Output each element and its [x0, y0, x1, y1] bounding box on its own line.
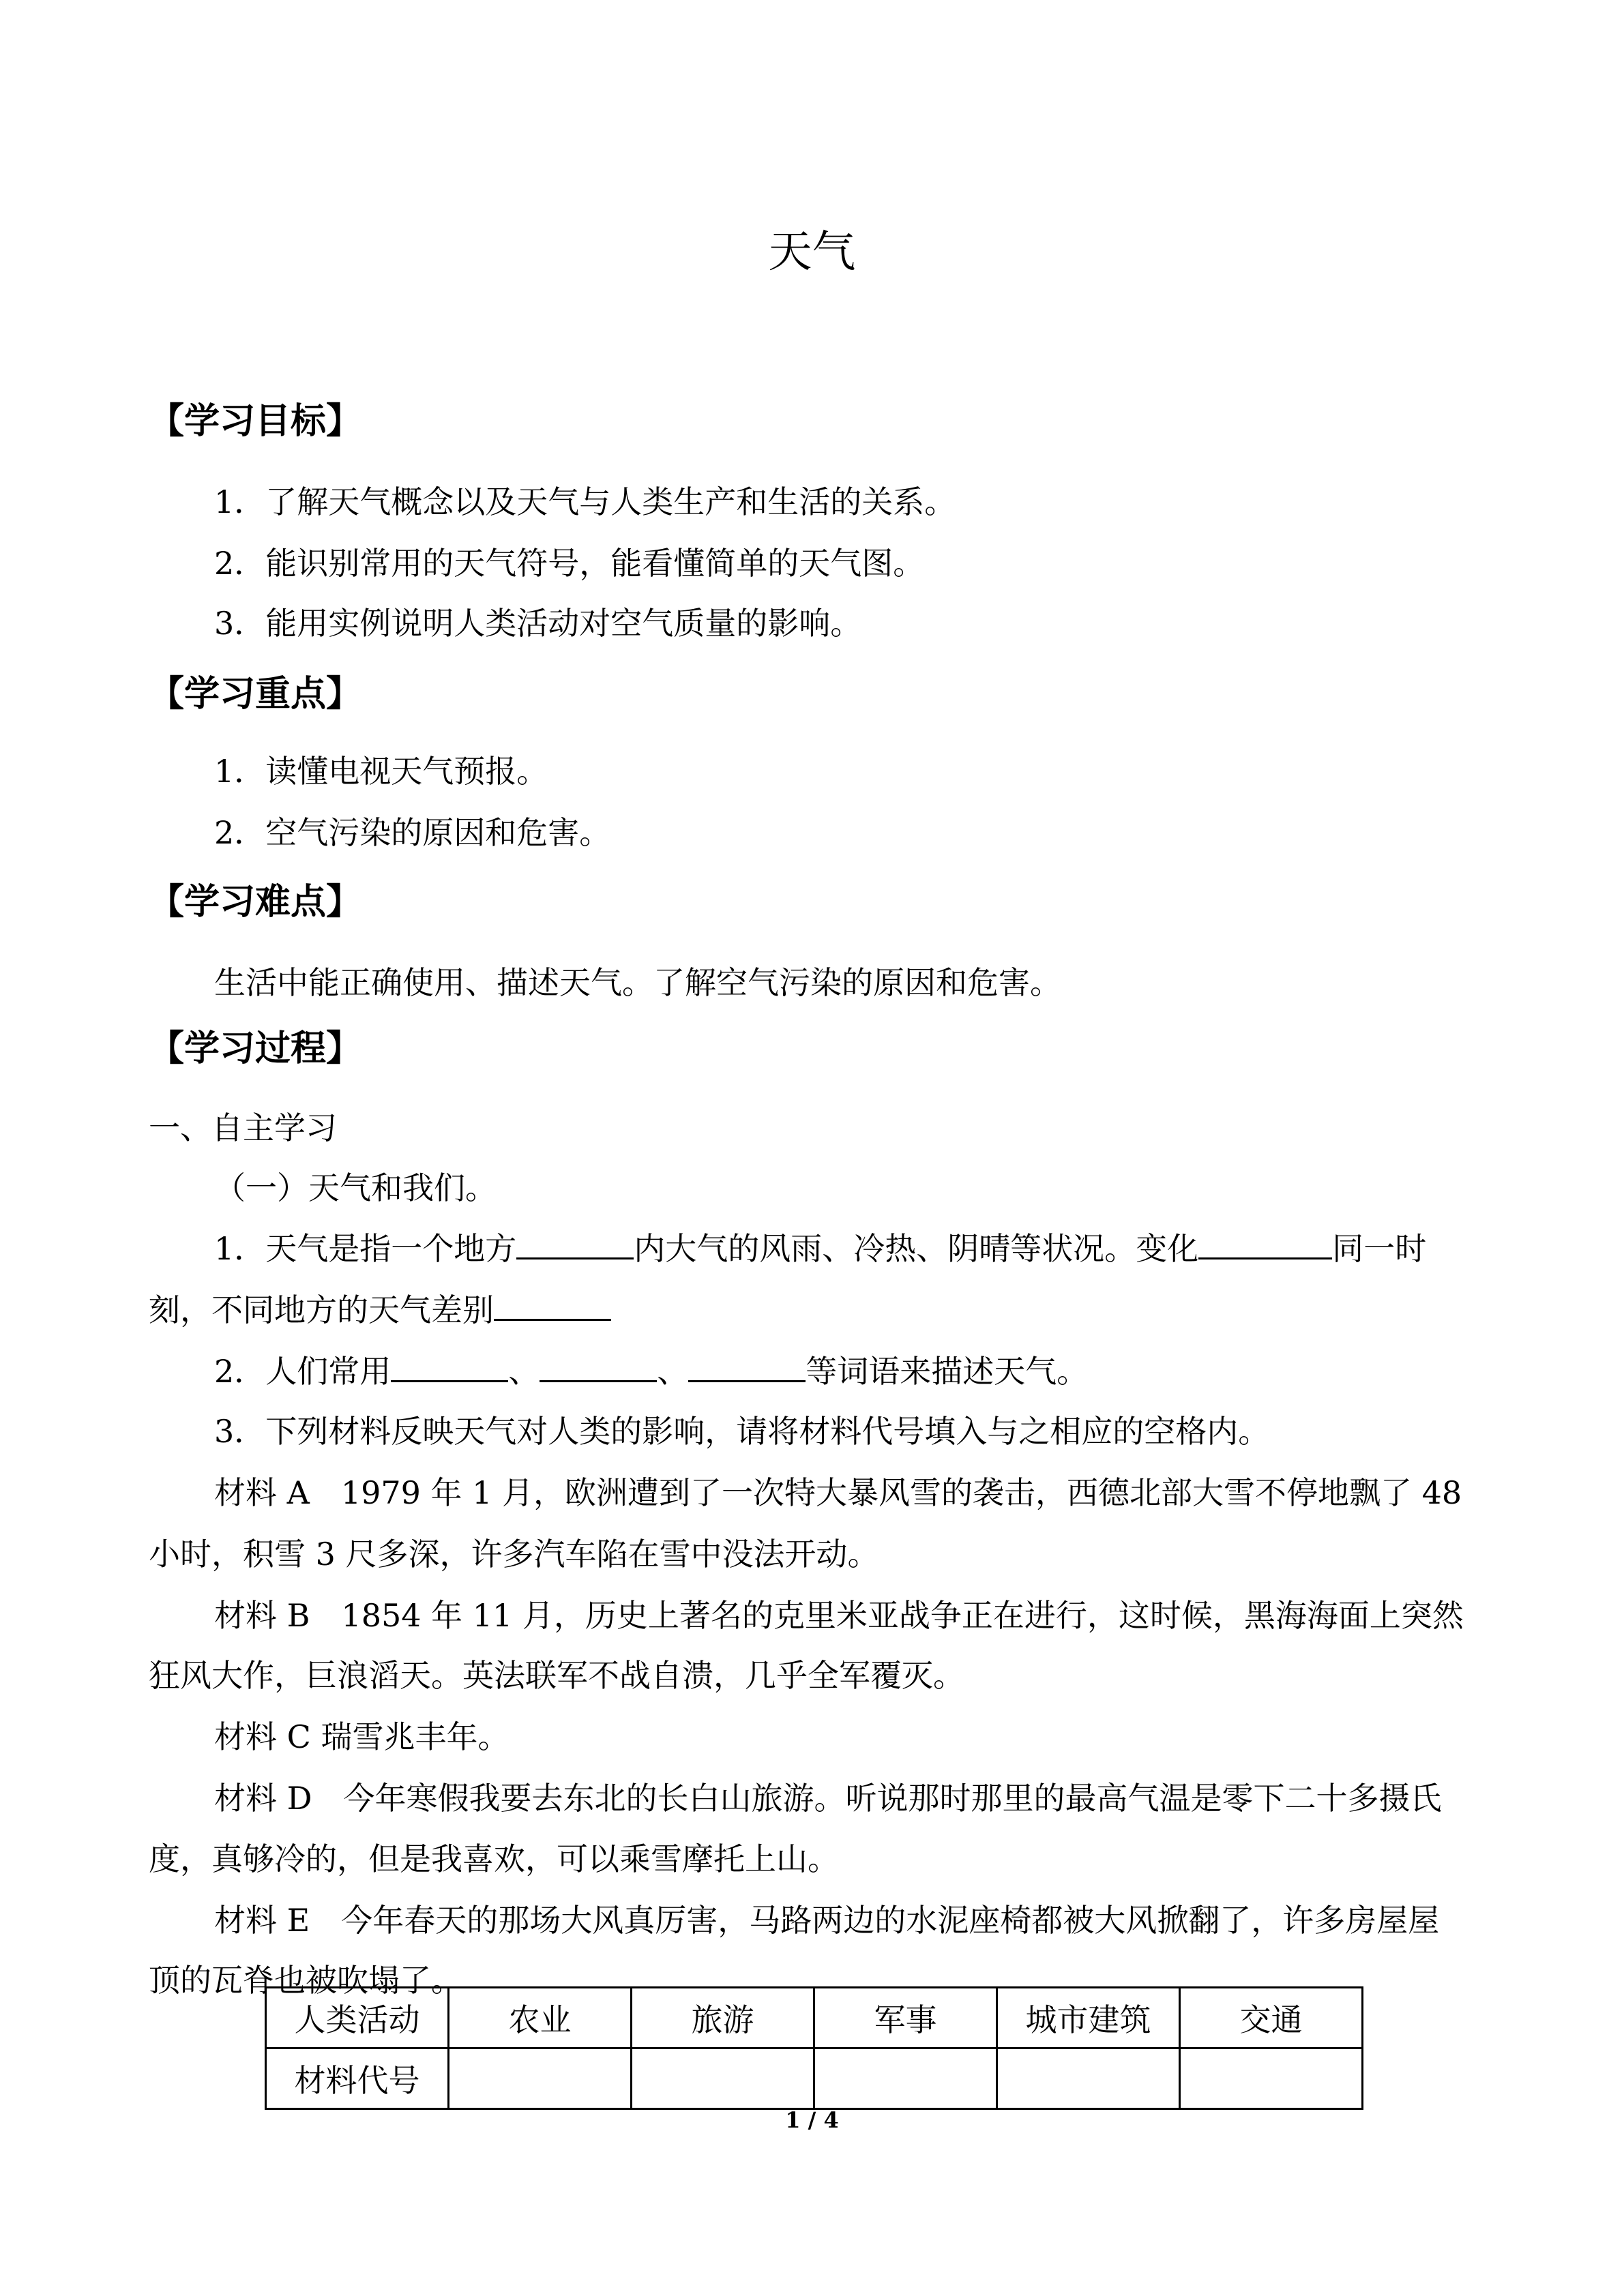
answer-blank [391, 1350, 508, 1382]
question-1-text-d: 刻，不同地方的天气差别 [149, 1292, 494, 1328]
table-answer-cell [814, 2048, 997, 2109]
table-row [266, 1988, 1363, 2048]
heading-process: 【学习过程】 [149, 1028, 362, 1069]
question-1-line-2 [149, 1285, 611, 1330]
table-answer-cell [1180, 2048, 1363, 2109]
key-point-item-1: 1．读懂电视天气预报。 [214, 753, 548, 790]
key-point-item-2: 2．空气污染的原因和危害。 [214, 814, 611, 851]
goal-item-3: 3．能用实例说明人类活动对空气质量的影响。 [214, 605, 862, 642]
material-c: 材料 C 瑞雪兆丰年。 [214, 1718, 510, 1755]
table-header-cell: 农业 [449, 1988, 632, 2048]
part1-title: 一、自主学习 [149, 1109, 337, 1146]
material-a-line-2: 小时，积雪 3 尺多深，许多汽车陷在雪中没法开动。 [149, 1536, 879, 1572]
question-2-text-a: 2．人们常用 [214, 1353, 392, 1390]
question-1-text-b: 内大气的风雨、冷热、阴晴等状况。变化 [634, 1230, 1199, 1267]
question-3: 3．下列材料反映天气对人类的影响，请将材料代号填入与之相应的空格内。 [214, 1413, 1270, 1450]
material-d-line-2: 度，真够冷的，但是我喜欢，可以乘雪摩托上山。 [149, 1840, 839, 1877]
heading-difficulties: 【学习难点】 [149, 882, 362, 923]
answer-blank [494, 1289, 611, 1321]
matching-table [265, 1986, 1363, 2110]
table-header-cell: 人类活动 [266, 1988, 449, 2048]
material-b-line-1: 材料 B 1854 年 11 月，历史上著名的克里米亚战争正在进行，这时候，黑海海面上突然 [214, 1597, 1464, 1634]
goal-item-1: 1．了解天气概念以及天气与人类生产和生活的关系。 [214, 483, 956, 520]
question-2-text-end: 等词语来描述天气。 [806, 1353, 1089, 1390]
material-e-line-2: 顶的瓦脊也被吹塌了。 [149, 1962, 462, 1999]
heading-goals: 【学习目标】 [149, 401, 362, 442]
table-row [266, 2048, 1363, 2109]
material-d-line-1: 材料 D 今年寒假我要去东北的长白山旅游。听说那时那里的最高气温是零下二十多摄氏 [214, 1780, 1442, 1817]
table-header-cell: 城市建筑 [997, 1988, 1180, 2048]
table-header-cell: 交通 [1180, 1988, 1363, 2048]
table-header-cell: 军事 [814, 1988, 997, 2048]
material-e-line-1: 材料 E 今年春天的那场大风真厉害，马路两边的水泥座椅都被大风掀翻了，许多房屋屋 [214, 1902, 1440, 1939]
question-1-text-c: 同一时 [1332, 1230, 1427, 1267]
page-number: 1 / 4 [785, 2107, 839, 2133]
table-answer-cell [449, 2048, 632, 2109]
answer-blank [1198, 1227, 1332, 1259]
material-a-line-1: 材料 A 1979 年 1 月，欧洲遭到了一次特大暴风雪的袭击，西德北部大雪不停地飘了 48 [214, 1474, 1462, 1511]
table-answer-cell [632, 2048, 814, 2109]
answer-blank [540, 1350, 657, 1382]
question-2-separator: 、 [508, 1353, 540, 1390]
question-2 [214, 1347, 1088, 1392]
table-header-cell: 旅游 [632, 1988, 814, 2048]
table-answer-cell [997, 2048, 1180, 2109]
table-row-label: 材料代号 [266, 2048, 449, 2109]
sub-section-title: （一）天气和我们。 [214, 1169, 497, 1206]
question-1-line-1 [214, 1224, 1426, 1269]
answer-blank [688, 1350, 806, 1382]
answer-blank [516, 1227, 634, 1259]
goal-item-2: 2．能识别常用的天气符号，能看懂简单的天气图。 [214, 545, 925, 582]
heading-key-points: 【学习重点】 [149, 674, 362, 715]
material-b-line-2: 狂风大作，巨浪滔天。英法联军不战自溃，几乎全军覆灭。 [149, 1657, 964, 1694]
question-1-text-a: 1．天气是指一个地方 [214, 1230, 517, 1267]
page-title: 天气 [768, 227, 856, 278]
question-2-separator: 、 [657, 1353, 689, 1390]
difficulties-text: 生活中能正确使用、描述天气。了解空气污染的原因和危害。 [214, 964, 1061, 1001]
